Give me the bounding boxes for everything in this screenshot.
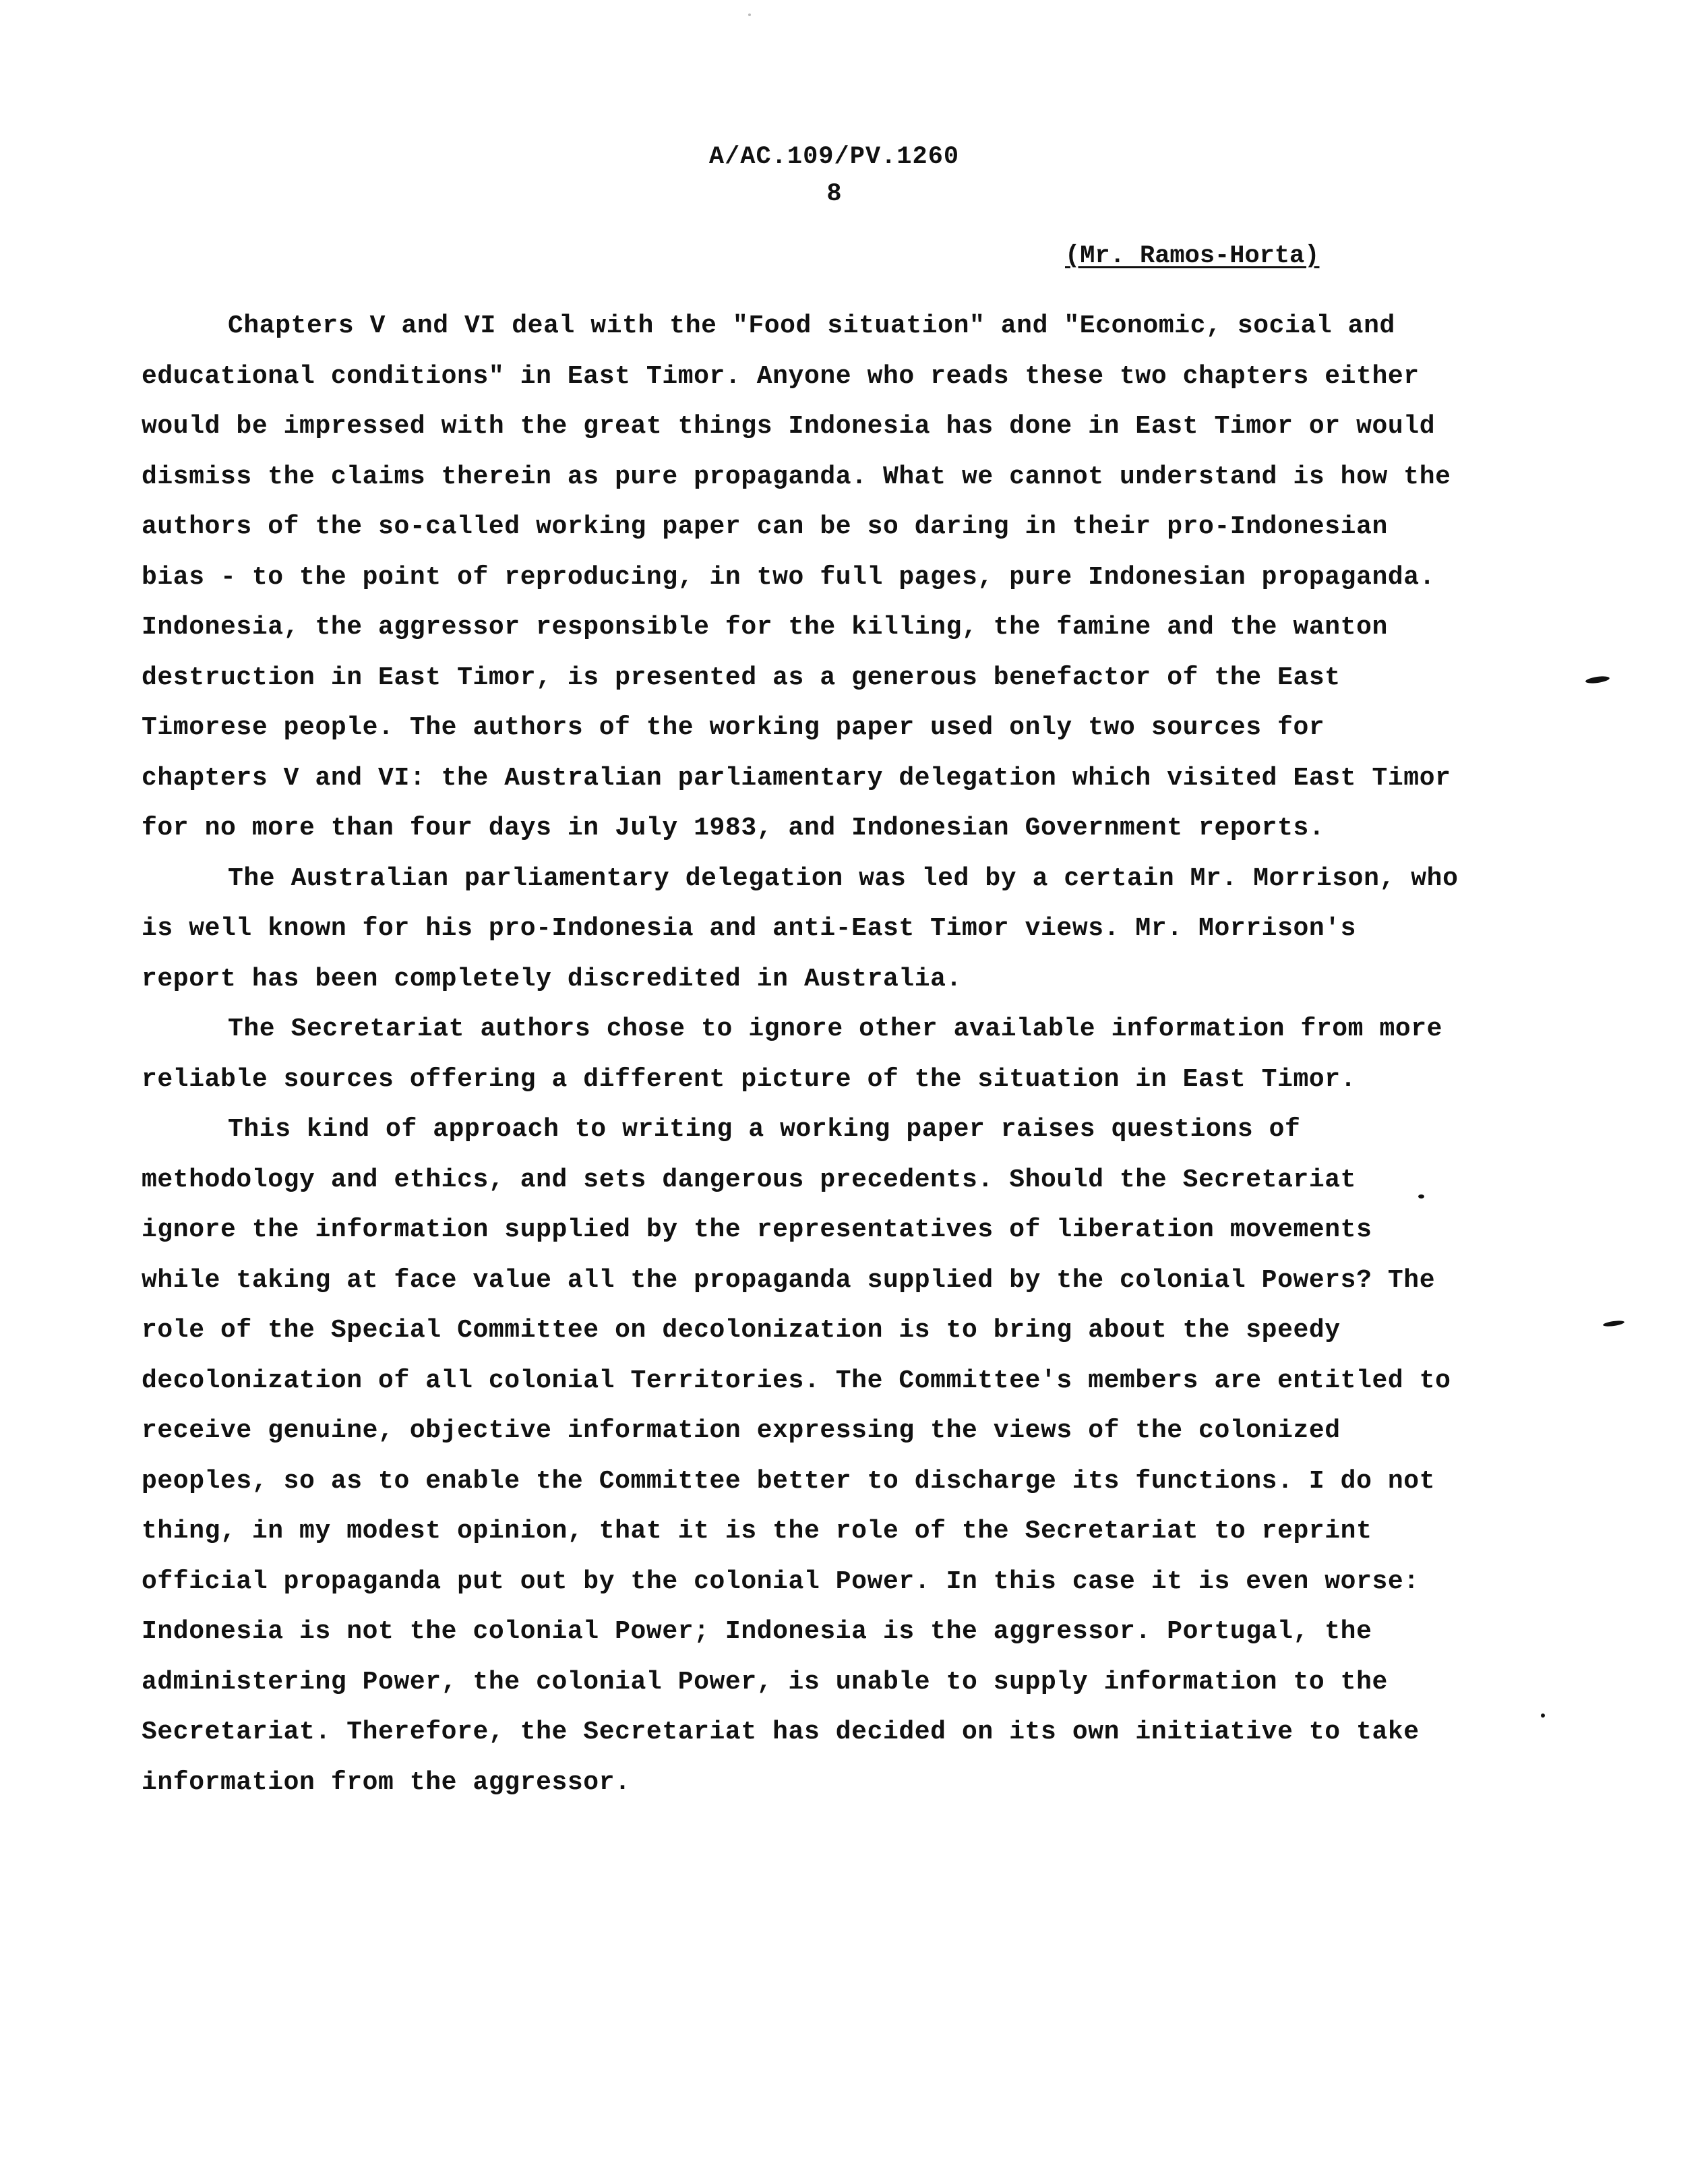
page-number: 8 xyxy=(826,180,842,208)
paragraph-secretariat-sources: The Secretariat authors chose to ignore other available information from more reliable sources offering a different picture of the situation in East Timor. xyxy=(142,1014,1443,1094)
speech-body xyxy=(142,301,1463,1808)
paragraph-australian-delegation: The Australian parliamentary delegation was led by a certain Mr. Morrison, who is well known for his pro-Indonesia and anti-East Timor views. Mr. Morrison's report has been completely discredited in Australia. xyxy=(142,863,1459,994)
document-symbol: A/AC.109/PV.1260 xyxy=(708,143,960,171)
scan-speck xyxy=(748,13,751,16)
paragraph-methodology: This kind of approach to writing a working paper raises questions of methodology and ethics, and sets dangerous precedents. Should the Secretariat ignore the information supplied by the representatives of liberation movements while taking at face value all the propaganda supplied by the colonial Powers? The role of the Special Committee on decolonization is to bring about the speedy decolonization of all colonial Territories. The Committee's members are entitled to receive genuine, objective information expressing the views of the colonized peoples, so as to enable the Committee better to discharge its functions. I do not thing, in my modest opinion, that it is the role of the Secretariat to reprint official propaganda put out by the colonial Power. In this case it is even worse: Indonesia is not the colonial Power; Indonesia is the aggressor. Portugal, the administering Power, the colonial Power, is unable to supply information to the Secretariat. Therefore, the Secretariat has decided on its own initiative to take information from the aggressor. xyxy=(142,1115,1451,1797)
scan-speck xyxy=(1603,1320,1625,1327)
paragraph-chapters: Chapters V and VI deal with the "Food situation" and "Economic, social and educational conditions" in East Timor. Anyone who reads these two chapters either would be impressed with the great things Indonesia has done in East Timor or would dismiss the claims therein as pure propaganda. What we cannot understand is how the authors of the so-called working paper can be so daring in their pro-Indonesian bias - to the point of reproducing, in two full pages, pure Indonesian propaganda. Indonesia, the aggressor responsible for the killing, the famine and the wanton destruction in East Timor, is presented as a generous benefactor of the East Timorese people. The authors of the working paper used only two sources for chapters V and VI: the Australian parliamentary delegation which visited East Timor for no more than four days in July 1983, and Indonesian Government reports. xyxy=(142,311,1451,843)
scan-speck xyxy=(1418,1194,1424,1199)
scan-speck xyxy=(1541,1713,1545,1718)
speaker-name: (Mr. Ramos-Horta) xyxy=(1065,242,1320,270)
scan-speck xyxy=(1585,675,1610,685)
